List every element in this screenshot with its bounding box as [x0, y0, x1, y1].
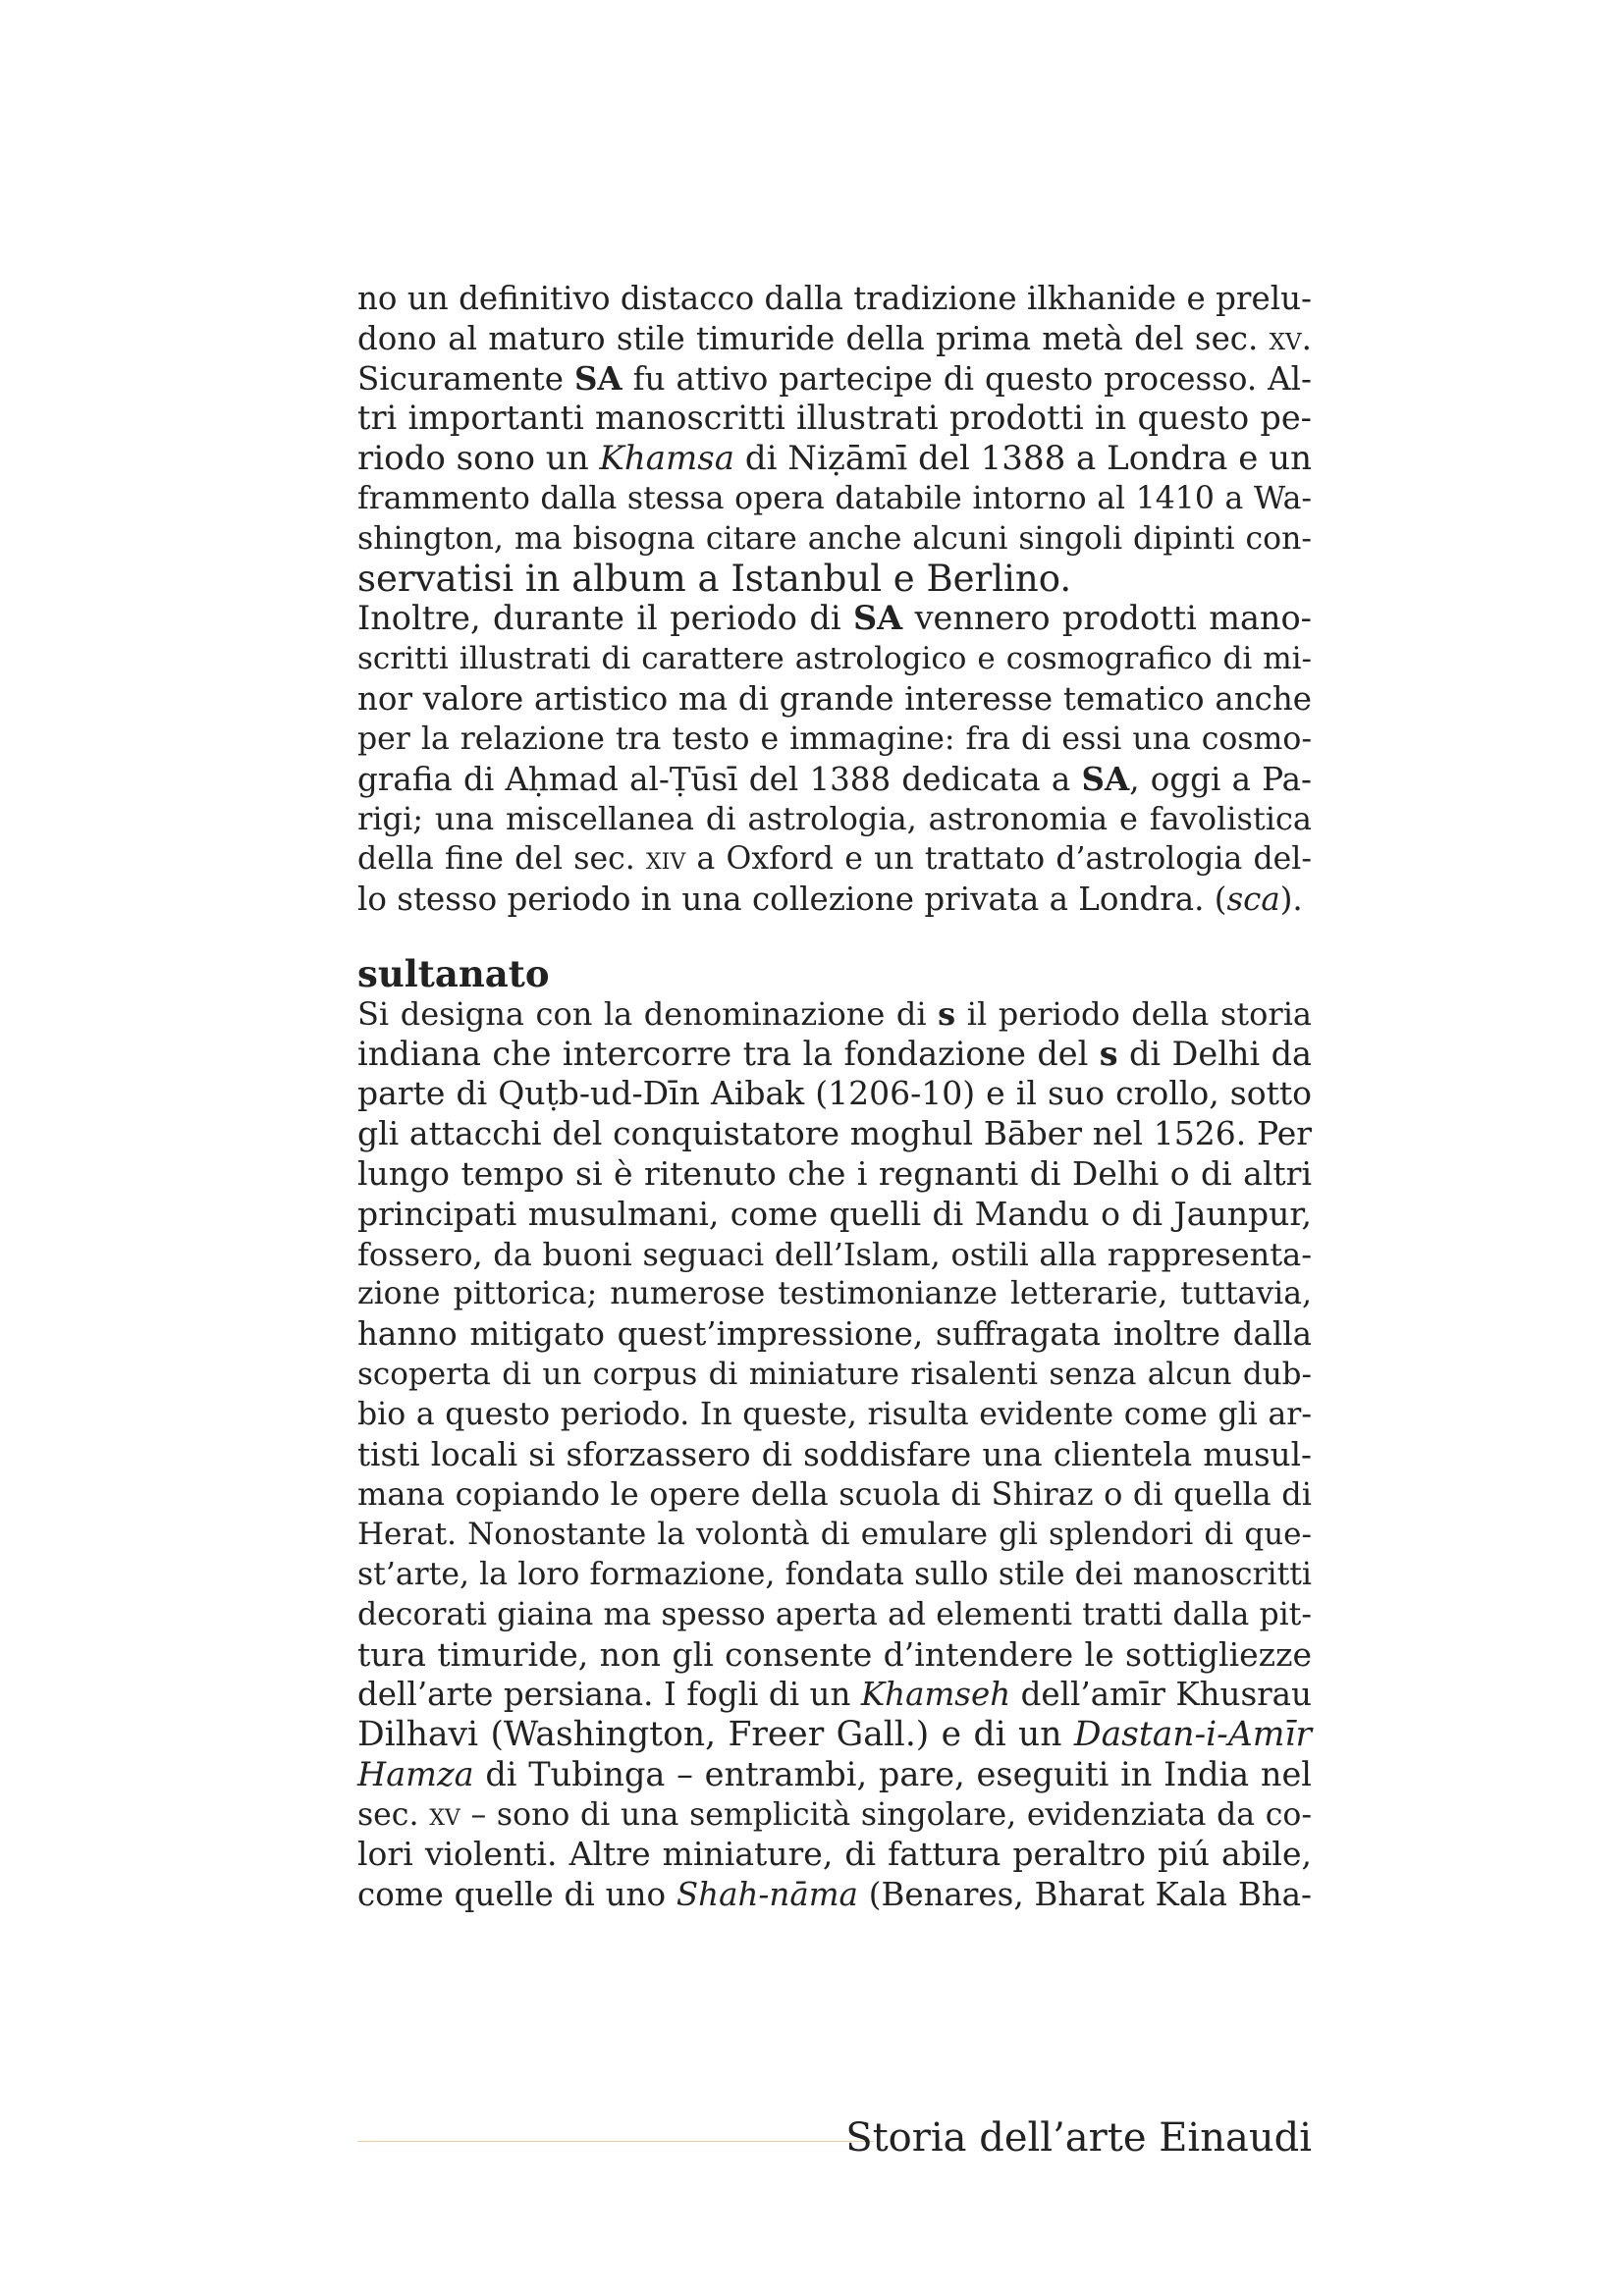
continuation-line [357, 880, 1312, 920]
bold-term: SA [852, 599, 903, 638]
text-run: – sono di una semplicità singolare, evidenziata da co- [460, 1796, 1312, 1833]
text-run: Inoltre, durante il periodo di [357, 599, 853, 638]
text-run: per la relazione tra testo e immagine: fra di essi una cosmo- [357, 721, 1312, 757]
text-run: (Benares, Bharat Kala Bha- [857, 1876, 1313, 1914]
sultanato-line [357, 1395, 1312, 1435]
text-run: zione pittorica; numerose testimonianze letterarie, tuttavia, [357, 1276, 1312, 1312]
text-run: indiana che intercorre tra la fondazione del [357, 1034, 1100, 1073]
text-run: tura timuride, non gli consente d’intendere le sottigliezze [357, 1634, 1312, 1674]
sultanato-line [357, 1795, 1312, 1836]
italic-title: Khamsa [599, 439, 734, 479]
sultanato-line [357, 1515, 1312, 1555]
text-run: dell’amīr Khusrau [1010, 1676, 1312, 1714]
continuation-line [357, 519, 1312, 560]
continuation-line [357, 599, 1312, 639]
italic-title: Khamseh [860, 1676, 1011, 1714]
sultanato-line [357, 1835, 1312, 1875]
italic-title: sca [1226, 880, 1280, 918]
sultanato-line [357, 1595, 1312, 1635]
sultanato-line [357, 1755, 1312, 1795]
sultanato-line [357, 1635, 1312, 1676]
bold-term: SA [1081, 759, 1130, 798]
sultanato-line [357, 1555, 1312, 1595]
text-run: tisti locali si sforzassero di soddisfare una clientela musul- [357, 1435, 1312, 1473]
text-run: decorati giaina ma spesso aperta ad elementi tratti dalla pit- [357, 1596, 1312, 1632]
sultanato-line [357, 1715, 1312, 1755]
continuation-line [357, 679, 1312, 720]
text-run: scoperta di un corpus di miniature risalenti senza alcun dub- [357, 1356, 1312, 1392]
sultanato-line [357, 1114, 1312, 1154]
sultanato-line [357, 1875, 1312, 1915]
sultanato-line [357, 1474, 1312, 1515]
text-run: rigi; una miscellanea di astrologia, astronomia e favolistica [357, 800, 1312, 838]
text-run: fossero, da buoni seguaci dell’Islam, ostili alla rappresenta- [357, 1235, 1312, 1273]
text-run: a Oxford e un trattato d’astrologia del- [685, 841, 1312, 878]
text-run: mana copiando le opere della scuola di Shiraz o di quella di [357, 1475, 1312, 1514]
text-run: grafia di Aḥmad al-Ṭūsī del 1388 dedicata a [357, 760, 1082, 798]
sultanato-line [357, 1675, 1312, 1715]
continuation-line [357, 439, 1312, 479]
italic-title: Shah-nāma [676, 1876, 858, 1914]
text-run: no un definitivo distacco dalla tradizione ilkhanide e prelu- [357, 280, 1312, 317]
text-run: Dilhavi (Washington, Freer Gall.) e di un [357, 1715, 1074, 1755]
text-run: bio a questo periodo. In queste, risulta evidente come gli ar- [357, 1396, 1312, 1432]
text-run: di Delhi da [1117, 1034, 1312, 1073]
sultanato-line [357, 1274, 1312, 1314]
text-run: . [1301, 319, 1312, 357]
sultanato-line [357, 1195, 1312, 1235]
continuation-line [357, 279, 1312, 319]
text-run: lo stesso periodo in una collezione privata a Londra. ( [357, 880, 1227, 918]
continuation-line [357, 479, 1312, 519]
text-run: parte di Quṭb-ud-Dīn Aibak (1206-10) e il suo crollo, sotto [357, 1074, 1312, 1113]
continuation-line [357, 760, 1312, 800]
text-run: tri importanti manoscritti illustrati prodotti in questo pe- [357, 399, 1312, 438]
italic-title: Dastan-i-Amīr [1073, 1715, 1312, 1755]
text-run: sec. [357, 1796, 430, 1833]
sultanato-line [357, 1314, 1312, 1355]
continuation-line [357, 720, 1312, 760]
text-run: il periodo della storia [955, 994, 1313, 1033]
text-run: lungo tempo si è ritenuto che i regnanti di Delhi o di altri [357, 1153, 1312, 1193]
text-run: st’arte, la loro formazione, fondata sullo stile dei manoscritti [357, 1556, 1312, 1592]
entry-gap [357, 920, 1312, 953]
text-run: shington, ma bisogna citare anche alcuni singoli dipinti con- [357, 520, 1312, 557]
text-run: della fine del sec. [357, 841, 646, 878]
text-run: xiv [646, 841, 686, 878]
continuation-line [357, 359, 1312, 400]
text-run: gli attacchi del conquistatore moghul Bāber nel 1526. Per [357, 1114, 1312, 1153]
footer-publication: Storia dell’arte Einaudi [845, 2115, 1312, 2161]
text-run: ). [1279, 880, 1303, 918]
text-run: xv [1269, 319, 1302, 357]
text-run: nor valore artistico ma di grande interesse tematico anche [357, 679, 1312, 718]
entry-heading-sultanato: sultanato [357, 951, 550, 995]
continuation-line [357, 799, 1312, 839]
text-run: vennero prodotti mano- [902, 599, 1312, 638]
text-run: di Niẓāmī del 1388 a Londra e un [733, 439, 1312, 479]
text-run: fu attivo partecipe di questo processo. Al- [622, 359, 1313, 398]
entry-continuation [357, 279, 1312, 920]
continuation-line [357, 639, 1312, 679]
text-run: Sicuramente [357, 359, 574, 398]
entry-sultanato-body [357, 994, 1312, 1915]
text-run: come quelle di uno [357, 1876, 676, 1914]
sultanato-line [357, 1235, 1312, 1275]
text-run: lori violenti. Altre miniature, di fattura peraltro piú abile, [357, 1835, 1312, 1874]
text-run: frammento dalla stessa opera databile intorno al 1410 a Wa- [357, 480, 1312, 516]
sultanato-line [357, 994, 1312, 1035]
sultanato-line [357, 1074, 1312, 1114]
text-run: dono al maturo stile timuride della prima metà del sec. [357, 319, 1270, 357]
italic-title: Hamza [357, 1754, 474, 1793]
sultanato-line [357, 1435, 1312, 1475]
text-run: xv [429, 1796, 460, 1833]
text-run: scritti illustrati di carattere astrologico e cosmografico di mi- [357, 641, 1312, 677]
text-run: di Tubinga – entrambi, pare, eseguiti in India nel [473, 1754, 1312, 1793]
text-run: riodo sono un [357, 439, 600, 479]
continuation-line [357, 839, 1312, 880]
continuation-line [357, 319, 1312, 359]
bold-term: SA [573, 358, 622, 398]
text-run: , oggi a Pa- [1129, 760, 1312, 798]
text-column [357, 279, 1312, 1915]
footer-rule [357, 2141, 874, 2142]
text-run: servatisi in album a Istanbul e Berlino. [357, 557, 1072, 600]
continuation-line [357, 399, 1312, 439]
text-run: dell’arte persiana. I fogli di un [357, 1676, 861, 1714]
text-run: Si designa con la denominazione di [357, 994, 939, 1033]
sultanato-line [357, 1355, 1312, 1395]
sultanato-line [357, 1035, 1312, 1075]
text-run: principati musulmani, come quelli di Mandu o di Jaunpur, [357, 1194, 1312, 1233]
text-run: Herat. Nonostante la volontà di emulare gli splendori di que- [357, 1517, 1312, 1553]
text-run: hanno mitigato quest’impressione, suffragata inoltre dalla [357, 1315, 1312, 1354]
continuation-line [357, 557, 1312, 600]
bold-term: s [938, 994, 956, 1033]
bold-term: s [1099, 1034, 1118, 1073]
sultanato-line [357, 1154, 1312, 1195]
